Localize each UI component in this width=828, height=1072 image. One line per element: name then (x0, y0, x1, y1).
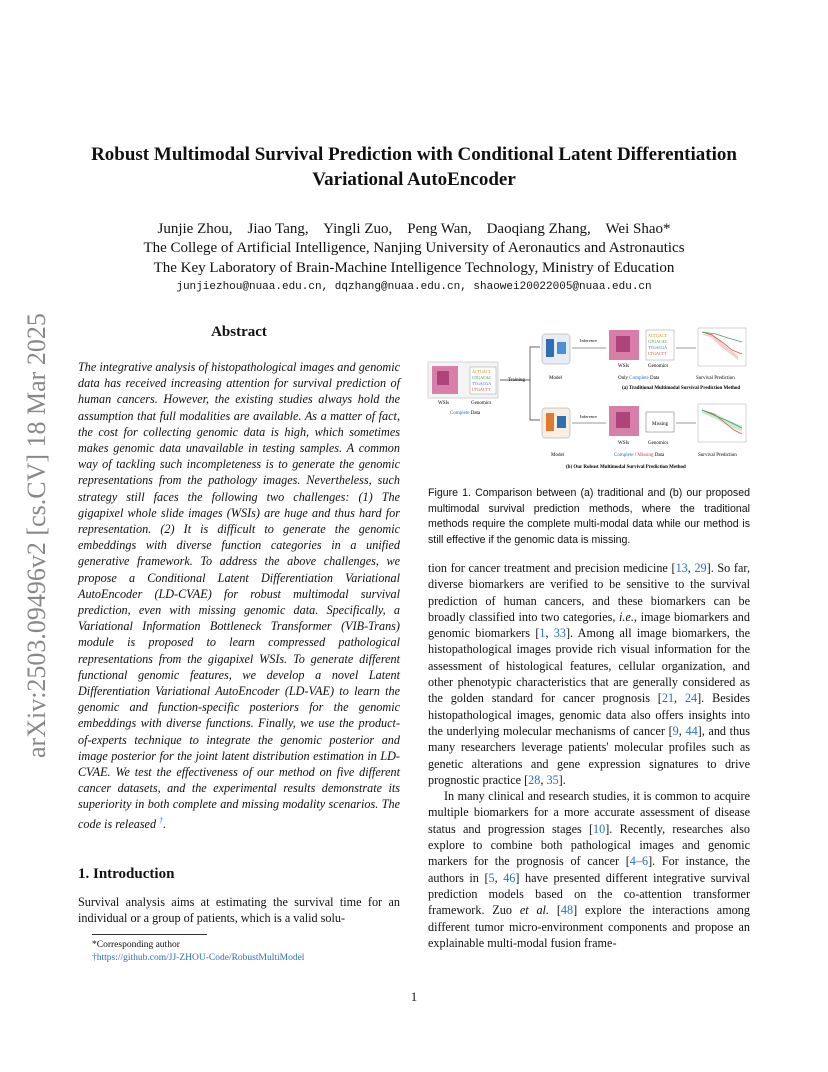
only-complete-label (618, 376, 660, 381)
body-text: ]. For instance, the authors in [ (428, 854, 750, 885)
footnote-code-link[interactable]: †https://github.com/JJ-ZHOU-Code/RobustMultiModel (92, 953, 305, 963)
body-text: , (545, 626, 554, 641)
arxiv-id-text: arXiv:2503.09496v2 [cs.CV] 18 Mar 2025 (22, 313, 51, 758)
panel-b-caption: (b) Our Robust Multimodal Survival Prediction Method (566, 465, 686, 470)
survival-plot-b (698, 404, 746, 442)
dna-a-line-3: TTGACGA (648, 345, 668, 350)
only-complete-word: Complete (629, 376, 649, 381)
citation-link[interactable]: 13 (675, 561, 688, 575)
affiliation-2: The Key Laboratory of Brain-Machine Intelligence Technology, Ministry of Education (153, 260, 675, 276)
wsis-label-training: WSIs (438, 401, 450, 406)
arxiv-side-label (12, 280, 62, 760)
genomics-label-a: Genomics (648, 364, 669, 369)
intro-paragraph: Survival analysis aims at estimating the survival time for an individual or a group of patients, which is a valid solu- (78, 895, 400, 926)
citation-link[interactable]: 33 (553, 626, 566, 641)
citation-link[interactable]: 5 (488, 870, 495, 885)
citation-link[interactable]: 48 (560, 903, 574, 918)
citation-link[interactable]: 28 (528, 772, 541, 787)
italic-text: i.e., (619, 609, 637, 624)
model-a-block-1 (546, 339, 554, 357)
code-footnote-marker[interactable]: † (159, 815, 164, 825)
model-label-b: Model (551, 453, 565, 458)
body-text: ]. Among all image biomarkers, the histopathological images provide rich visual information for the assessment of histological features, cellular organization, and other phenotypic characteristics that are generally considered as the golden standard for cancer prognosis [ (428, 626, 750, 706)
body-text: , (674, 691, 685, 706)
dna-a-line-1: ACTGACT (648, 333, 667, 338)
survival-label-b: Survival Prediction (698, 453, 737, 458)
cm-missing-word: Missing (637, 453, 654, 458)
cm-complete-word: Complete (614, 453, 634, 458)
body-text: tion for cancer treatment and precision medicine [ (428, 561, 676, 575)
citation-link[interactable]: 9 (672, 723, 679, 738)
arrow-to-model-b (530, 380, 540, 420)
complete-data-label (450, 411, 481, 416)
dna-line-1: ACTGACT (472, 369, 491, 374)
model-b-block-2 (557, 416, 566, 428)
section-heading-introduction: 1. Introduction (78, 866, 175, 882)
citation-link[interactable]: 44 (685, 723, 698, 738)
model-a-icon (542, 334, 570, 364)
inference-label-a: Inference (580, 338, 597, 343)
paragraph-1 (428, 560, 750, 788)
body-text: image biomarkers and genomic biomarkers [ (428, 609, 750, 641)
inference-label-b: Inference (580, 414, 597, 419)
body-text: ], and thus many researchers leverage patients' molecular profiles such as genetic alterations and gene expression signatures to drive prognostic practice [ (428, 723, 751, 787)
training-label: Training (508, 378, 526, 383)
dna-line-2: GTGACAC (472, 375, 492, 380)
author-list: Junjie Zhou, Jiao Tang, Yingli Zuo, Peng Wan, Daoqiang Zhang, Wei Shao* (157, 221, 671, 237)
body-text: ]. So far, diverse biomarkers are verified to be sensitive to the survival prediction of human cancers, and these biomarkers can be broadly classified into two categories, (428, 561, 751, 624)
cm-slash: / (633, 453, 638, 458)
only-word: Only (618, 376, 630, 381)
model-label-a: Model (549, 376, 563, 381)
citation-link[interactable]: 29 (694, 561, 707, 575)
body-text: In many clinical and research studies, it is common to acquire multiple biomarkers for a more accurate assessment of disease status and progression stages [ (428, 789, 750, 836)
citation-link[interactable]: 10 (593, 821, 606, 836)
body-text: ]. Recently, researches also explore to combine both pathological images and genomic markers for the prognosis of cancer [ (428, 821, 750, 869)
italic-text: et al. (519, 903, 549, 918)
wsi-tissue-training (437, 371, 449, 385)
page-number: 1 (410, 990, 418, 1004)
body-text: ] have presented different integrative survival prediction models based on the co-attention transformer framework. Zuo (428, 870, 750, 918)
data-word: Data (469, 411, 481, 416)
dna-a-line-4: CTGACTT (648, 351, 667, 356)
body-text: , (540, 772, 547, 787)
citation-link[interactable]: 46 (503, 870, 516, 885)
citation-link[interactable]: 4–6 (629, 854, 649, 869)
complete-word: Complete (450, 411, 470, 416)
model-b-block-1 (546, 413, 554, 431)
right-column-text (428, 560, 750, 951)
body-text: [ (549, 903, 561, 918)
citation-link[interactable]: 24 (684, 691, 698, 706)
panel-a-caption: (a) Traditional Multimodal Survival Prediction Method (622, 386, 741, 391)
wsis-label-a: WSIs (618, 364, 630, 369)
footnote-corresponding: *Corresponding author (92, 940, 180, 950)
footnote-rule (92, 934, 207, 935)
abstract-body (78, 359, 400, 832)
body-text: ] explore the interactions among different tumor micro-environment components and propose an explainable multi-modal fusion frame- (428, 903, 750, 950)
cm-data-word: Data (653, 453, 665, 458)
body-text: , (678, 723, 686, 738)
model-a-block-2 (557, 342, 566, 354)
dna-line-4: CTGACTT (472, 387, 491, 392)
abstract-heading: Abstract (211, 324, 267, 340)
dna-line-3: TTGACGA (472, 381, 492, 386)
training-input-block (428, 362, 498, 416)
body-text: , (687, 561, 695, 575)
wsis-label-b: WSIs (618, 441, 630, 446)
title-line-1: Robust Multimodal Survival Prediction with Conditional Latent Differentiation (91, 144, 737, 165)
only-data-word: Data (648, 376, 660, 381)
body-text: , (494, 870, 504, 885)
missing-label: Missing (652, 422, 669, 427)
complete-missing-label (614, 453, 665, 458)
model-b-icon (542, 408, 570, 438)
paragraph-2 (428, 788, 750, 951)
affiliation-1: The College of Artificial Intelligence, Nanjing University of Aeronautics and Astronautics (143, 240, 685, 256)
body-text: ]. Besides histopathological images, genomic data also offers insights into the underlying molecular mechanisms of cancer [ (428, 691, 750, 738)
survival-label-a: Survival Prediction (696, 376, 735, 381)
paper-title (60, 142, 768, 192)
wsi-tissue-a (616, 336, 630, 352)
abstract-end: . (163, 816, 167, 831)
abstract-text: The integrative analysis of histopathological images and genomic data has received increasing attention for survival prediction of human cancers. However, the existing studies always hold the assumption that full modalities are available. As a matter of fact, the cost for collecting genomic data is high, which sometimes makes genomic data unavailable in testing samples. A common way of tackling such incompleteness is to generate the genomic representations from the pathology images. Nevertheless, such strategy still faces the following two challenges: (1) The gigapixel whole slide images (WSIs) are huge and thus hard for representation. (2) It is difficult to generate the genomic embeddings with diverse function categories in a unified generative framework. To address the above challenges, we propose a Conditional Latent Differentiation Variational AutoEncoder (LD-CVAE) for robust multimodal survival prediction, even with missing genomic data. Specifically, a Variational Information Bottleneck Transformer (VIB-Trans) module is proposed to learn compressed pathological representations from the gigapixel WSIs. To generate different functional genomic features, we develop a novel Latent Differentiation Variational AutoEncoder (LD-VAE) to learn the genomic and function-specific posteriors for the genomic embeddings with diverse functions. Finally, we use the product-of-experts technique to integrate the genomic posterior and image posterior for the joint latent distribution estimation in LD-CVAE. We test the effectiveness of our method on five different cancer datasets, and the experimental results demonstrate its superiority in both complete and missing modality scenarios. The code is released (78, 360, 400, 831)
wsi-tissue-b (616, 412, 630, 428)
author-emails: junjiezhou@nuaa.edu.cn, dqzhang@nuaa.edu.cn, shaowei20022005@nuaa.edu.cn (176, 281, 652, 293)
title-line-2: Variational AutoEncoder (312, 169, 516, 190)
citation-link[interactable]: 35 (546, 772, 559, 787)
citation-link[interactable]: 21 (661, 691, 675, 706)
genomics-label-b: Genomics (648, 441, 669, 446)
figure-1-caption: Figure 1. Comparison between (a) traditional and (b) our proposed multimodal survival prediction methods, where the traditional methods require the complete multi-modal data while our method is still effective if the genomic data is missing. (428, 487, 750, 546)
figure-1 (426, 322, 756, 478)
genomics-label-training: Genomics (471, 401, 492, 406)
dna-a-line-2: GTGACAC (648, 339, 668, 344)
arrow-to-model-a (500, 347, 540, 380)
citation-link[interactable]: 1 (539, 626, 546, 641)
body-text: ]. (558, 772, 566, 787)
